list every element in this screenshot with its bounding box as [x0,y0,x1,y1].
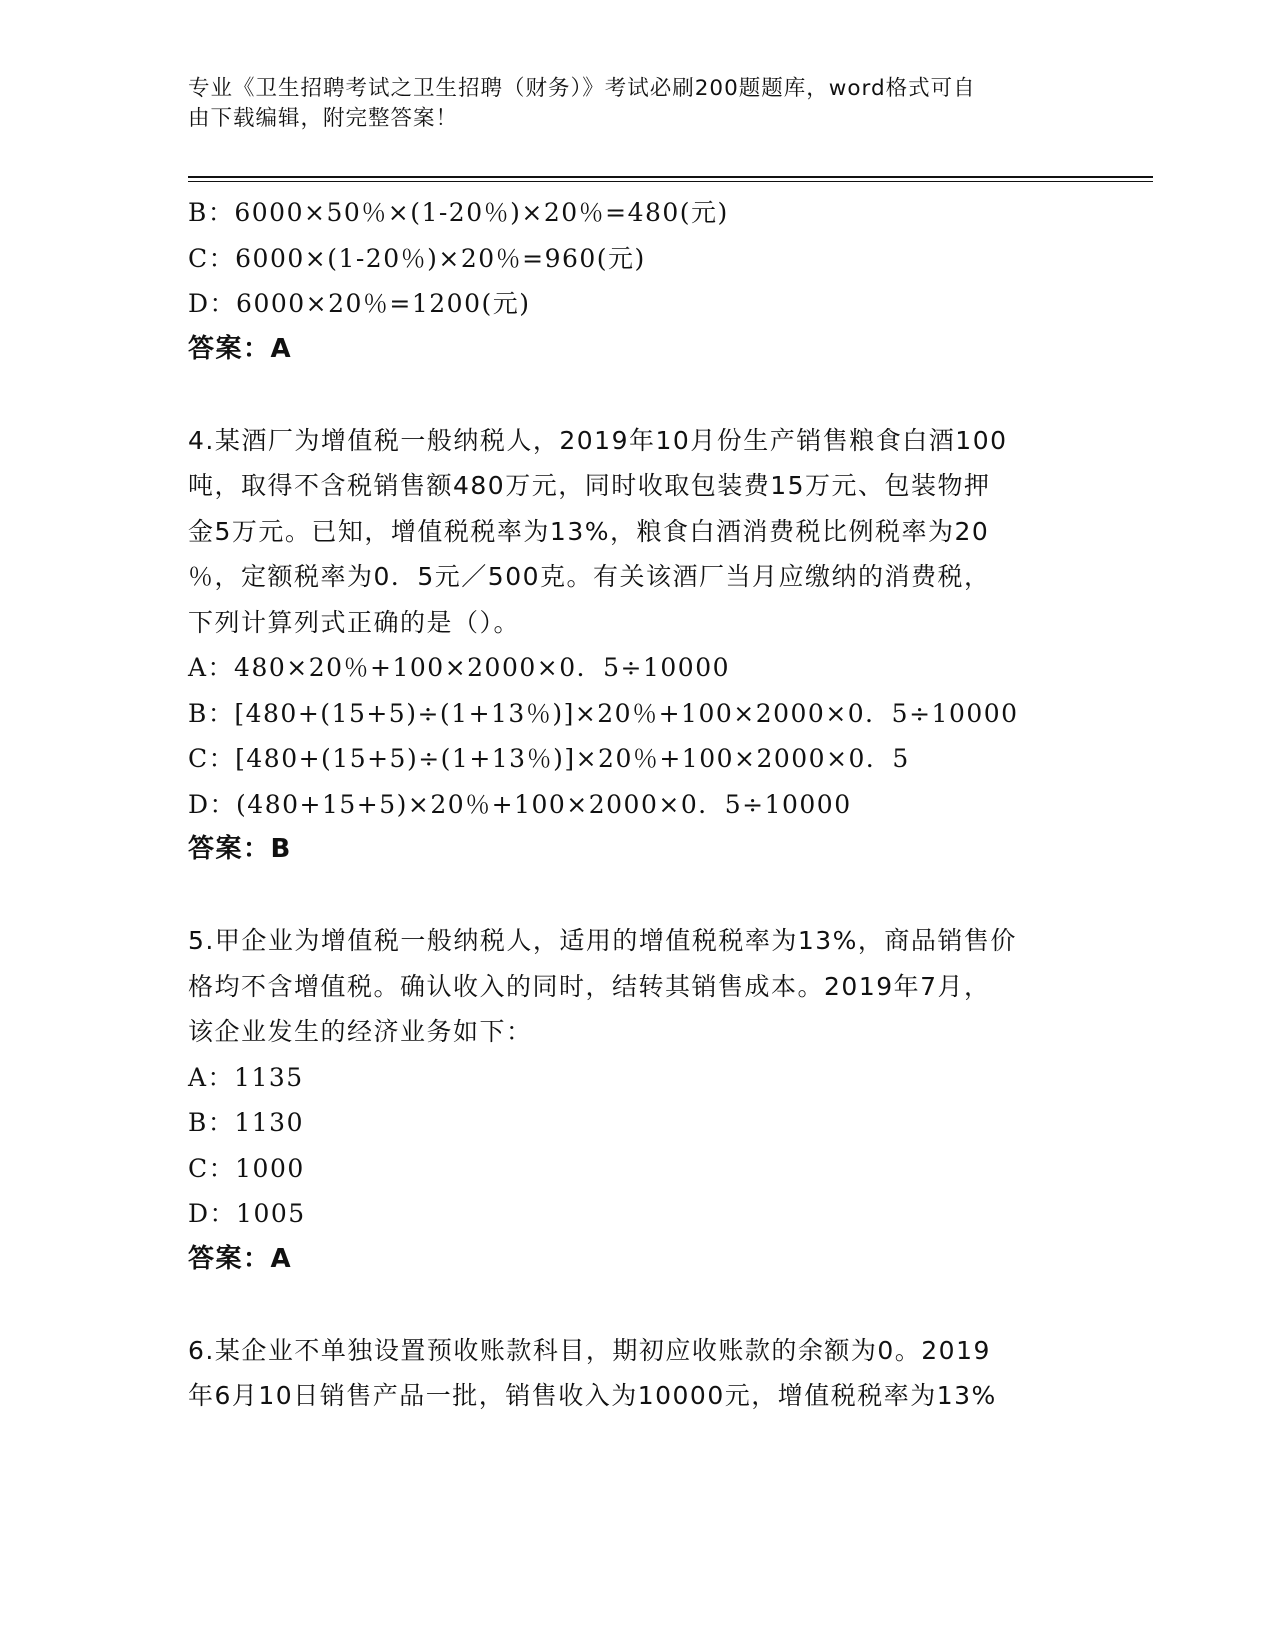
option-b: B：[480+(15+5)÷(1+13％)]×20％+100×2000×0．5÷10000 [188,698,1019,728]
spacer [188,873,1088,919]
question-4 [188,418,1088,873]
option-c: C：[480+(15+5)÷(1+13％)]×20％+100×2000×0．5 [188,744,910,773]
option-d: D：6000×20％=1200(元) [188,289,531,318]
option-a: A：480×20％+100×2000×0．5÷10000 [188,653,731,682]
header-line-1: 专业《卫生招聘考试之卫生招聘（财务）》考试必刷200题题库，word格式可自 [188,76,976,101]
question-text-line: 格均不含增值税。确认收入的同时，结转其销售成本。2019年7月， [188,971,991,1001]
answer: 答案：A [188,1243,293,1274]
question-text-line: 6.某企业不单独设置预收账款科目，期初应收账款的余额为0。2019 [188,1335,991,1365]
option-a: A：1135 [188,1062,304,1092]
spacer [188,1282,1088,1328]
option-d: D：(480+15+5)×20％+100×2000×0．5÷10000 [188,789,852,819]
header-line-2: 由下载编辑，附完整答案！ [188,106,459,131]
option-b: B：1130 [188,1108,304,1137]
question-text-line: 年6月10日销售产品一批，销售收入为10000元，增值税税率为13% [188,1381,997,1410]
answer: 答案：B [188,834,292,864]
answer: 答案：A [188,333,293,364]
option-b: B：6000×50％×(1-20％)×20％=480(元) [188,198,729,227]
document-body [188,190,1088,1419]
question-text-line: 4.某酒厂为增值税一般纳税人，2019年10月份生产销售粮食白酒100 [188,425,1008,455]
spacer [188,372,1088,418]
question-text-line: 金5万元。已知，增值税税率为13%，粮食白酒消费税比例税率为20 [188,516,990,546]
header-rule-thin [188,181,1153,182]
question-text-line: 5.甲企业为增值税一般纳税人，适用的增值税税率为13%，商品销售价 [188,926,1017,955]
document-header [188,74,1068,134]
question-text-line: 下列计算列式正确的是（）。 [188,607,521,637]
question-text-line: ％，定额税率为0．5元／500克。有关该酒厂当月应缴纳的消费税， [188,562,991,591]
question-5 [188,918,1088,1282]
option-c: C：1000 [188,1153,305,1183]
question-text-line: 该企业发生的经济业务如下： [188,1017,533,1046]
option-c: C：6000×(1-20％)×20％=960(元) [188,243,646,273]
header-rule-thick [188,176,1153,178]
question-text-line: 吨，取得不含税销售额480万元，同时收取包装费15万元、包装物押 [188,471,991,500]
question-6 [188,1328,1088,1419]
option-d: D：1005 [188,1199,306,1228]
question-3 [188,190,1088,372]
